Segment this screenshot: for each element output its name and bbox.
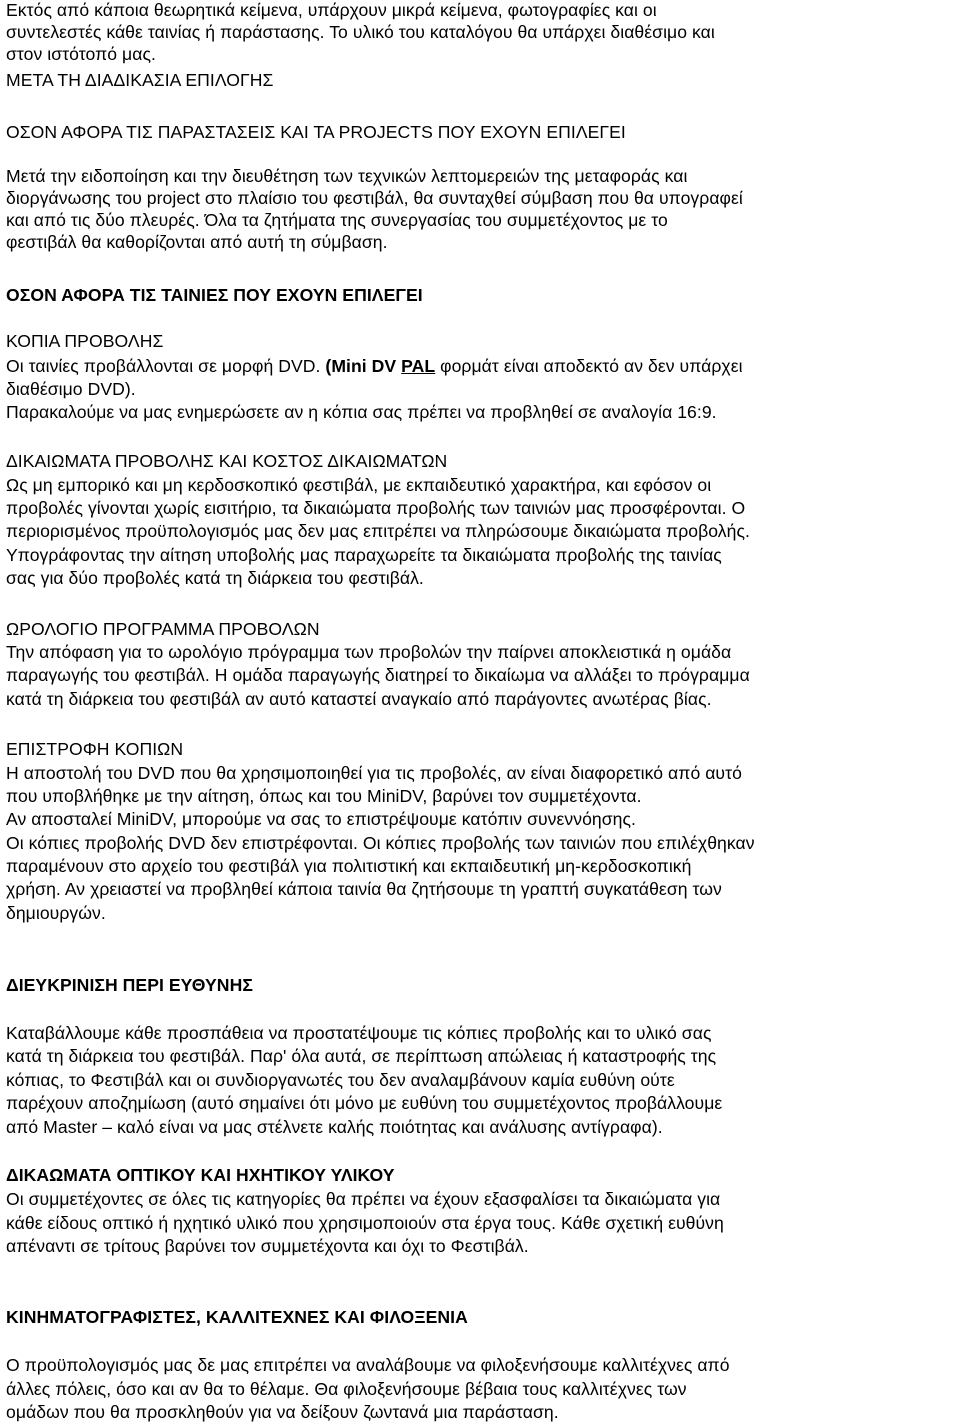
paragraph-line: Καταβάλλουμε κάθε προσπάθεια να προστατέψουμε τις κόπιες προβολής και το υλικό σας [6, 1023, 712, 1043]
section-heading-rights: ΔΙΚΑΙΩΜΑΤΑ ΠΡΟΒΟΛΗΣ ΚΑΙ ΚΟΣΤΟΣ ΔΙΚΑΙΩΜΑΤΩΝ [6, 451, 448, 471]
paragraph-line: απέναντι σε τρίτους βαρύνει τον συμμετέχοντα και όχι το Φεστιβάλ. [6, 1236, 529, 1256]
intro-line: Εκτός από κάποια θεωρητικά κείμενα, υπάρχουν μικρά κείμενα, φωτογραφίες και οι [6, 0, 657, 20]
paragraph-line: κόπιας, το Φεστιβάλ και οι συνδιοργανωτές του δεν αναλαμβάνουν καμία ευθύνη ούτε [6, 1070, 675, 1090]
paragraph-line: προβολές γίνονται χωρίς εισιτήριο, τα δικαιώματα προβολής των ταινιών μας προσφέρονται. Ο [6, 498, 746, 518]
section-heading-av-rights: ΔΙΚΑΩΜΑΤΑ ΟΠΤΙΚΟΥ ΚΑΙ ΗΧΗΤΙΚΟΥ ΥΛΙΚΟΥ [6, 1165, 395, 1185]
paragraph-line: περιορισμένος προϋπολογισμός μας δεν μας επιτρέπει να πληρώσουμε δικαιώματα προβολής. [6, 521, 750, 541]
paragraph-line: Αν αποσταλεί MiniDV, μπορούμε να σας το επιστρέψουμε κατόπιν συνεννόησης. [6, 809, 636, 829]
intro-line: στον ιστότοπό μας. [6, 44, 156, 64]
section-heading-disclaimer: ΔΙΕΥΚΡΙΝΙΣΗ ΠΕΡΙ ΕΥΘΥΝΗΣ [6, 975, 253, 995]
paragraph-line: Μετά την ειδοποίηση και την διευθέτηση των τεχνικών λεπτομερειών της μεταφοράς και [6, 166, 688, 186]
section-heading-films: ΟΣΟΝ ΑΦΟΡΑ ΤΙΣ ΤΑΙΝΙΕΣ ΠΟΥ ΕΧΟΥΝ ΕΠΙΛΕΓΕΙ [6, 285, 423, 305]
paragraph-line: κατά τη διάρκεια του φεστιβάλ αν αυτό καταστεί αναγκαίο από παράγοντες ανωτέρας βίας. [6, 689, 712, 709]
paragraph-line: από Master – καλό είναι να μας στέλνετε καλής ποιότητας και ανάλυσης αντίγραφα). [6, 1117, 663, 1137]
paragraph-line: διοργάνωσης του project στο πλαίσιο του φεστιβάλ, θα συνταχθεί σύμβαση που θα υπογραφεί [6, 188, 743, 208]
paragraph-line: Υπογράφοντας την αίτηση υποβολής μας παραχωρείτε τα δικαιώματα προβολής της ταινίας [6, 545, 722, 565]
paragraph-line: άλλες πόλεις, όσο και αν θα το θέλαμε. Θα φιλοξενήσουμε βέβαια τους καλλιτέχνες των [6, 1379, 687, 1399]
paragraph-line: Οι κόπιες προβολής DVD δεν επιστρέφονται. Οι κόπιες προβολής των ταινιών που επιλέχθηκαν [6, 833, 755, 853]
section-heading-schedule: ΩΡΟΛΟΓΙΟ ΠΡΟΓΡΑΜΜΑ ΠΡΟΒΟΛΩΝ [6, 619, 320, 639]
paragraph-line: Την απόφαση για το ωρολόγιο πρόγραμμα των προβολών την παίρνει αποκλειστικά η ομάδα [6, 642, 732, 662]
screening-copy-format: (Mini DV [325, 356, 397, 376]
paragraph-line: ομάδων που θα προσκληθούν για να δείξουν ζωντανά μια παράσταση. [6, 1402, 559, 1422]
section-heading-hospitality: ΚΙΝΗΜΑΤΟΓΡΑΦΙΣΤΕΣ, ΚΑΛΛΙΤΕΧΝΕΣ ΚΑΙ ΦΙΛΟΞΕΝΙΑ [6, 1307, 468, 1327]
paragraph-line: φεστιβάλ θα καθορίζονται από αυτή τη σύμβαση. [6, 232, 388, 252]
paragraph-line: παρέχουν αποζημίωση (αυτό σημαίνει ότι μόνο με ευθύνη του συμμετέχοντος προβάλλουμε [6, 1093, 723, 1113]
screening-copy-pal: PAL [401, 356, 436, 376]
paragraph-line: Ως μη εμπορικό και μη κερδοσκοπικό φεστιβάλ, με εκπαιδευτικό χαρακτήρα, και εφόσον οι [6, 475, 712, 495]
paragraph-line: Η αποστολή του DVD που θα χρησιμοποιηθεί για τις προβολές, αν είναι διαφορετικό από αυτό [6, 763, 742, 783]
paragraph-line: κάθε είδους οπτικό ή ηχητικό υλικό που χρησιμοποιούν στα έργα τους. Κάθε σχετική ευθύνη [6, 1213, 724, 1233]
paragraph-line: σας για δύο προβολές κατά τη διάρκεια του φεστιβάλ. [6, 568, 424, 588]
screening-copy-text: Οι ταινίες προβάλλονται σε μορφή DVD. [6, 356, 321, 376]
intro-line: συντελεστές κάθε ταινίας ή παράστασης. Το υλικό του καταλόγου θα υπάρχει διαθέσιμο και [6, 22, 715, 42]
paragraph-line: Ο προϋπολογισμός μας δε μας επιτρέπει να αναλάβουμε να φιλοξενήσουμε καλλιτέχνες από [6, 1355, 730, 1375]
paragraph-line [6, 355, 743, 377]
paragraph-line: που υποβλήθηκε με την αίτηση, όπως και του MiniDV, βαρύνει τον συμμετέχοντα. [6, 786, 642, 806]
section-heading-return: ΕΠΙΣΤΡΟΦΗ ΚΟΠΙΩΝ [6, 739, 184, 759]
paragraph-line: Παρακαλούμε να μας ενημερώσετε αν η κόπια σας πρέπει να προβληθεί σε αναλογία 16:9. [6, 402, 717, 422]
screening-copy-text: φορμάτ είναι αποδεκτό αν δεν υπάρχει [440, 356, 743, 376]
paragraph-line: δημιουργών. [6, 903, 106, 923]
section-heading-performances: ΟΣΟΝ ΑΦΟΡΑ ΤΙΣ ΠΑΡΑΣΤΑΣΕΙΣ ΚΑΙ ΤΑ PROJECTS ΠΟΥ ΕΧΟΥΝ ΕΠΙΛΕΓΕΙ [6, 122, 626, 142]
paragraph-line: παραμένουν στο αρχείο του φεστιβάλ για πολιτιστική και εκπαιδευτική μη-κερδοσκοπική [6, 856, 692, 876]
section-heading-screening-copy: ΚΟΠΙΑ ΠΡΟΒΟΛΗΣ [6, 331, 164, 351]
paragraph-line: κατά τη διάρκεια του φεστιβάλ. Παρ' όλα αυτά, σε περίπτωση απώλειας ή καταστροφής της [6, 1046, 717, 1066]
paragraph-line: χρήση. Αν χρειαστεί να προβληθεί κάποια ταινία θα ζητήσουμε τη γραπτή συγκατάθεση των [6, 879, 722, 899]
paragraph-line: διαθέσιμο DVD). [6, 379, 136, 399]
paragraph-line: Οι συμμετέχοντες σε όλες τις κατηγορίες θα πρέπει να έχουν εξασφαλίσει τα δικαιώματα για [6, 1189, 721, 1209]
section-heading-after-selection: ΜΕΤΑ ΤΗ ΔΙΑΔΙΚΑΣΙΑ ΕΠΙΛΟΓΗΣ [6, 70, 274, 90]
paragraph-line: παραγωγής του φεστιβάλ. Η ομάδα παραγωγής διατηρεί το δικαίωμα να αλλάξει το πρόγραμμα [6, 665, 750, 685]
paragraph-line: και από τις δύο πλευρές. Όλα τα ζητήματα της συνεργασίας του συμμετέχοντος με το [6, 210, 668, 230]
